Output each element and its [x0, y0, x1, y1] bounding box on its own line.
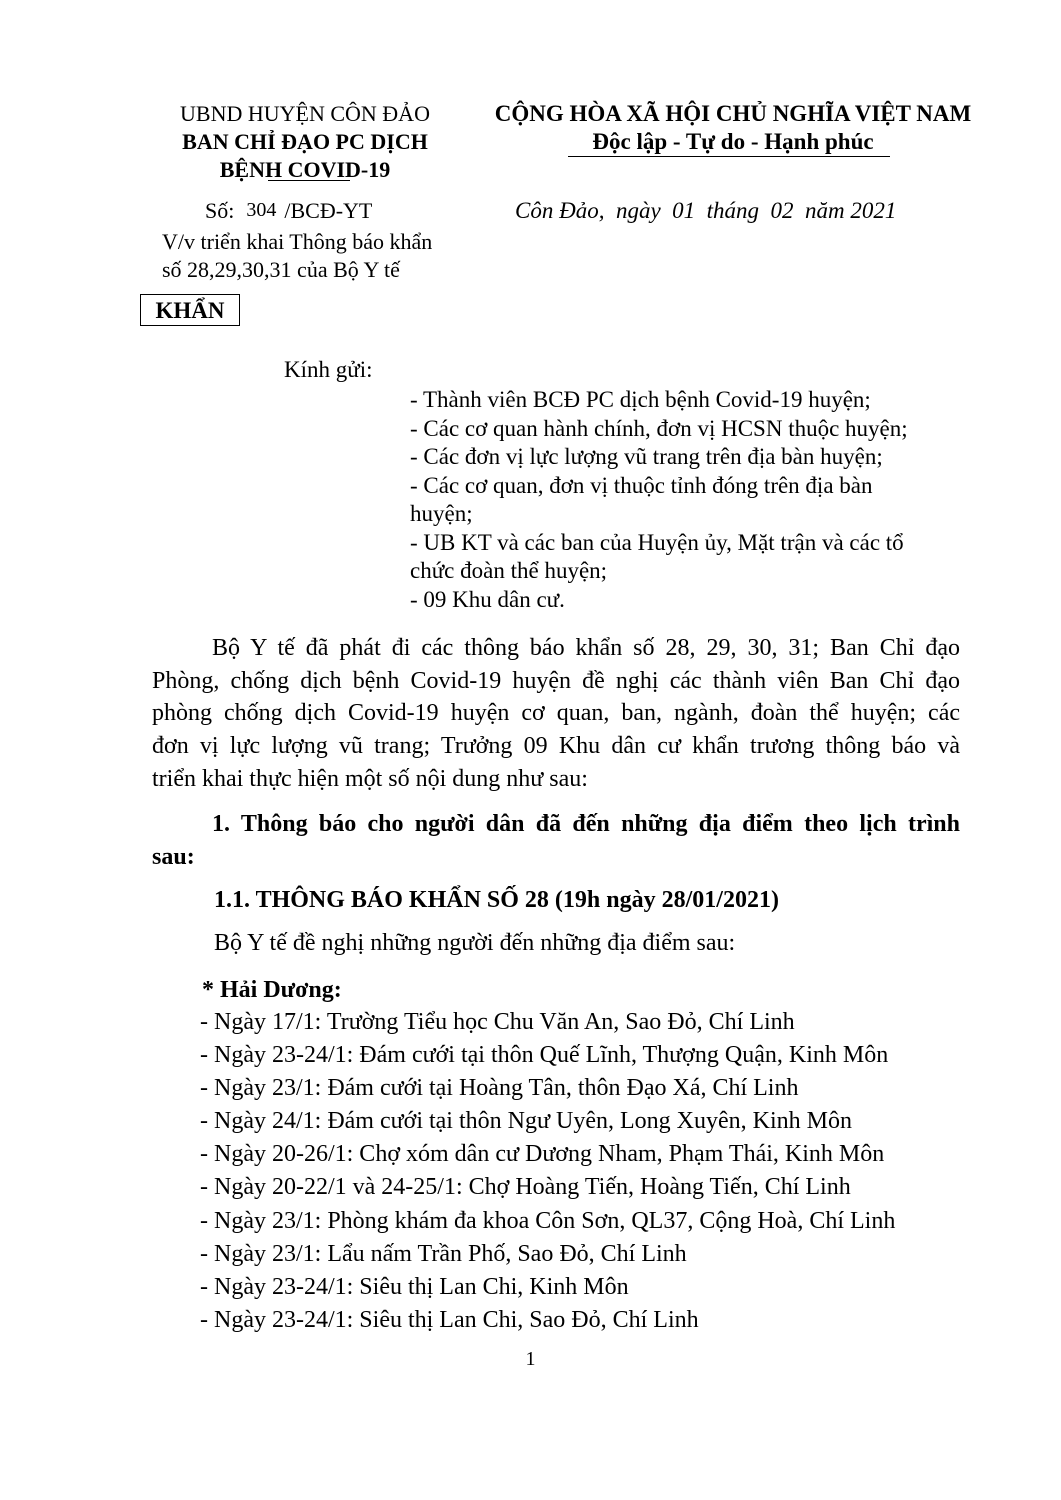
intro-paragraph	[152, 632, 960, 796]
national-motto: Độc lập - Tự do - Hạnh phúc	[592, 129, 874, 154]
recipient-item: - Các cơ quan hành chính, đơn vị HCSN thuộc huyện;	[410, 415, 908, 441]
section-1-line: sau:	[152, 843, 195, 870]
place-item: - Ngày 23-24/1: Siêu thị Lan Chi, Sao Đỏ, Chí Linh	[200, 1306, 699, 1333]
region-heading: * Hải Dương:	[202, 977, 342, 1003]
place-item: - Ngày 23/1: Lẩu nấm Trần Phố, Sao Đỏ, Chí Linh	[200, 1240, 687, 1267]
section-1-heading	[152, 808, 960, 873]
place-item: - Ngày 20-22/1 và 24-25/1: Chợ Hoàng Tiến, Hoàng Tiến, Chí Linh	[200, 1174, 851, 1201]
place-item: - Ngày 17/1: Trường Tiểu học Chu Văn An, Sao Đỏ, Chí Linh	[200, 1009, 795, 1035]
document-number	[205, 198, 372, 224]
recipient-item: - 09 Khu dân cư.	[410, 586, 565, 612]
place-item: - Ngày 23/1: Đám cưới tại Hoàng Tân, thôn Đạo Xá, Chí Linh	[200, 1075, 799, 1102]
subject-line-2: số 28,29,30,31 của Bộ Y tế	[162, 257, 400, 282]
section-1-1-title: 1.1. THÔNG BÁO KHẨN SỐ 28 (19h ngày 28/01/2021)	[214, 887, 779, 913]
place-item: - Ngày 23/1: Phòng khám đa khoa Côn Sơn, QL37, Cộng Hoà, Chí Linh	[200, 1207, 896, 1234]
recipient-item: huyện;	[410, 501, 473, 526]
agency-line-3: BỆNH COVID-19	[219, 157, 391, 182]
number-suffix: /BCĐ-YT	[284, 198, 373, 223]
intro-line: phòng chống dịch Covid-19 huyện cơ quan, ban, ngành, đoàn thể huyện; các	[152, 700, 960, 727]
document-subject	[162, 228, 432, 284]
page-number: 1	[525, 1348, 536, 1370]
issuing-agency	[130, 100, 480, 184]
recipient-item: - Thành viên BCĐ PC dịch bệnh Covid-19 huyện;	[410, 387, 871, 412]
intro-line: Phòng, chống dịch bệnh Covid-19 huyện đề nghị các thành viên Ban Chỉ đạo	[152, 667, 960, 694]
urgent-badge: KHẨN	[140, 294, 240, 326]
section-1-1-text: Bộ Y tế đề nghị những người đến những địa điểm sau:	[214, 930, 736, 956]
agency-line-1: UBND HUYỆN CÔN ĐẢO	[180, 101, 430, 126]
national-title	[488, 100, 978, 156]
salutation: Kính gửi:	[284, 357, 373, 382]
subject-line-1: V/v triển khai Thông báo khẩn	[162, 229, 433, 254]
document-date: Côn Đảo, ngày 01 tháng 02 năm 2021	[515, 198, 897, 223]
number-label: Số:	[205, 198, 235, 223]
motto-underline	[568, 156, 890, 157]
intro-line: đơn vị lực lượng vũ trang; Trưởng 09 Khu dân cư khẩn trương thông báo và	[152, 733, 960, 760]
recipient-item: - Các cơ quan, đơn vị thuộc tỉnh đóng trên địa bàn	[410, 472, 873, 498]
place-item: - Ngày 20-26/1: Chợ xóm dân cư Dương Nham, Phạm Thái, Kinh Môn	[200, 1141, 885, 1168]
agency-underline	[268, 180, 350, 181]
nation-name: CỘNG HÒA XÃ HỘI CHỦ NGHĨA VIỆT NAM	[494, 101, 972, 126]
place-item: - Ngày 23-24/1: Siêu thị Lan Chi, Kinh Môn	[200, 1273, 629, 1300]
recipient-item: chức đoàn thể huyện;	[410, 558, 608, 583]
recipient-item: - UB KT và các ban của Huyện ủy, Mặt trận và các tổ	[410, 529, 904, 555]
intro-line: triển khai thực hiện một số nội dung như sau:	[152, 765, 588, 792]
place-list	[200, 1006, 895, 1337]
agency-line-2: BAN CHỈ ĐẠO PC DỊCH	[182, 129, 428, 154]
number-value: 304	[246, 199, 277, 221]
recipient-item: - Các đơn vị lực lượng vũ trang trên địa bàn huyện;	[410, 444, 883, 469]
place-item: - Ngày 24/1: Đám cưới tại thôn Ngư Uyên, Long Xuyên, Kinh Môn	[200, 1108, 852, 1135]
place-item: - Ngày 23-24/1: Đám cưới tại thôn Quế Lĩnh, Thượng Quận, Kinh Môn	[200, 1042, 889, 1069]
recipient-list	[410, 386, 908, 614]
section-1-line: 1. Thông báo cho người dân đã đến những địa điểm theo lịch trình	[212, 811, 960, 837]
intro-line: Bộ Y tế đã phát đi các thông báo khẩn số 28, 29, 30, 31; Ban Chỉ đạo	[212, 635, 960, 661]
